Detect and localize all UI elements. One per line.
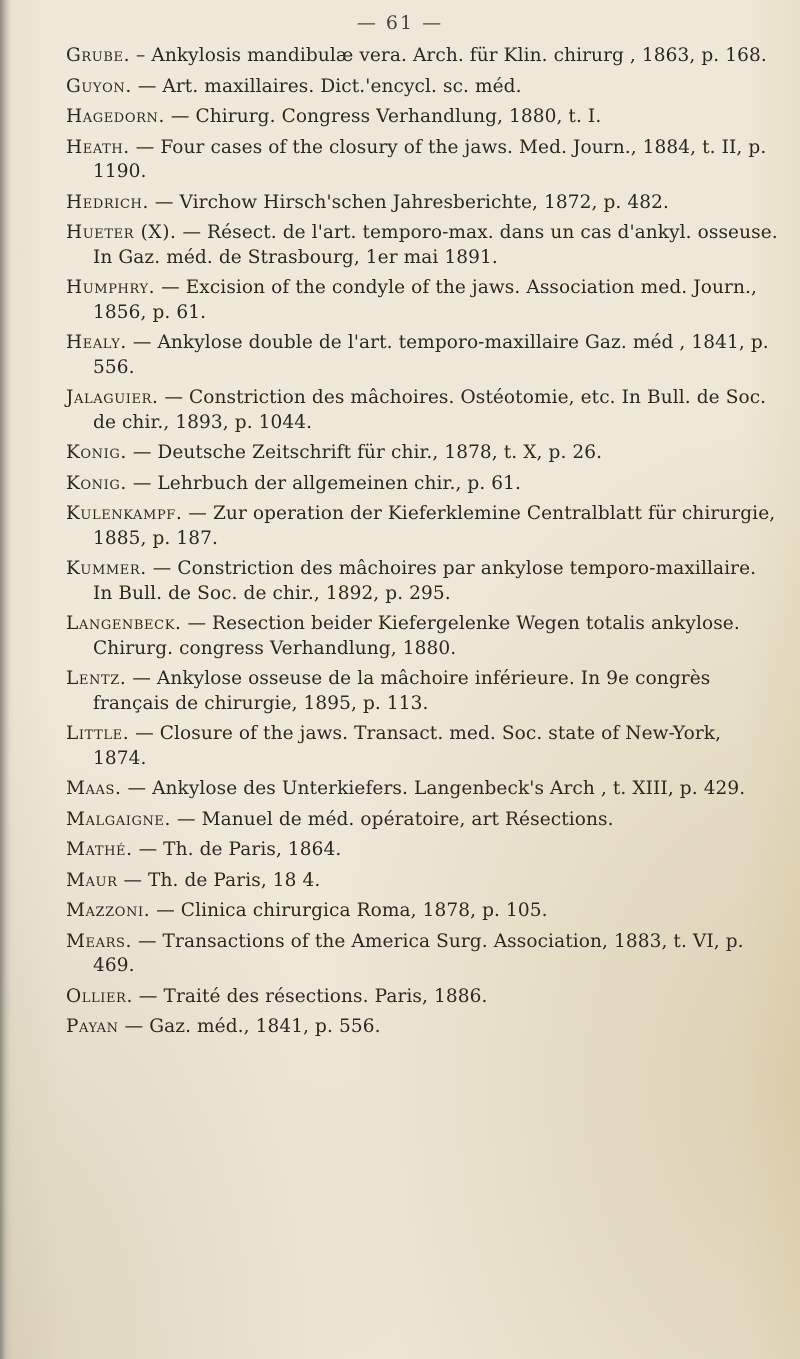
entry-text: — Manuel de méd. opératoire, art Résections. [171,808,614,830]
entry-author: Hedrich. [66,191,149,213]
entry-text: — Gaz. méd., 1841, p. 556. [118,1016,381,1037]
bibliography-list [66,44,778,1046]
bibliography-entry [66,502,778,551]
entry-text: — Chirurg. Congress Verhandlung, 1880, t. I. [164,106,602,127]
entry-text: — Résect. de l'art. temporo-max. dans un cas d'ankyl. osseuse. In Gaz. méd. de Strasbourg, 1er mai 1891. [93,222,778,268]
entry-text: — Th. de Paris, 18 4. [117,869,321,891]
page-number: — 61 — [356,12,444,34]
entry-text: — Zur operation der Kieferklemine Centralblatt für chirurgie, 1885, p. 187. [93,503,776,549]
entry-text: — Clinica chirurgica Roma, 1878, p. 105. [150,900,548,921]
entry-author: Mears. [66,930,132,952]
entry-author: Mazzoni. [66,900,151,921]
entry-text: — Lehrbuch der allgemeinen chir., p. 61. [126,472,522,494]
entry-text: — Ankylose osseuse de la mâchoire inférieure. In 9e congrès français de chirurgie, 1895, p. 113. [93,668,711,714]
entry-author: Konig. [66,442,127,463]
entry-author: Jalaguier. [66,387,159,408]
bibliography-entry [66,1015,778,1040]
bibliography-entry [66,612,778,661]
bibliography-entry [66,557,778,606]
entry-author: Little. [66,723,130,744]
entry-author: Heath. [66,136,130,158]
entry-author: Maas. [66,778,122,799]
entry-text: — Constriction des mâchoires. Ostéotomie, etc. In Bull. de Soc. de chir., 1893, p. 1044. [93,387,767,433]
bibliography-entry [66,777,778,802]
entry-text: — Ankylose double de l'art. temporo-maxillaire Gaz. méd , 1841, p. 556. [93,332,769,378]
entry-text: — Resection beider Kiefergelenke Wegen totalis ankylose. Chirurg. congress Verhandlung, 1880. [93,613,740,659]
entry-text: — Ankylose des Unterkiefers. Langenbeck's Arch , t. XIII, p. 429. [121,778,746,799]
bibliography-entry [66,667,778,716]
entry-text: — Deutsche Zeitschrift für chir., 1878, t. X, p. 26. [126,442,603,463]
entry-author: Lentz. [66,668,127,689]
entry-text: — Transactions of the America Surg. Association, 1883, t. VI, p. 469. [93,930,744,976]
entry-author: Konig. [66,472,127,494]
entry-author: Mathé. [66,839,133,860]
bibliography-entry [66,472,778,497]
entry-text: — Constriction des mâchoires par ankylose temporo-maxillaire. In Bull. de Soc. de chir., 1892, p. 295. [93,558,757,604]
entry-author: Guyon. [66,75,132,97]
entry-text: — Excision of the condyle of the jaws. Association med. Journ., 1856, p. 61. [93,277,757,323]
bibliography-entry [66,276,778,325]
bibliography-entry [66,899,778,924]
entry-text: — Four cases of the closury of the jaws. Med. Journ., 1884, t. II, p. 1190. [93,136,767,182]
bibliography-entry [66,44,778,69]
bibliography-entry [66,869,778,894]
bibliography-entry [66,75,778,100]
entry-text: – Ankylosis mandibulæ vera. Arch. für Klin. chirurg , 1863, p. 168. [130,45,767,66]
entry-text: — Virchow Hirsch'schen Jahresberichte, 1872, p. 482. [148,191,669,213]
entry-author: Kummer. [66,558,147,579]
entry-text: — Closure of the jaws. Transact. med. Soc. state of New-York, 1874. [93,723,722,769]
entry-author: Payan [66,1016,119,1037]
bibliography-entry [66,386,778,435]
bibliography-entry [66,221,778,270]
entry-author: Humphry. [66,277,156,298]
bibliography-entry [66,331,778,380]
entry-author: Grube. [66,45,131,66]
entry-text: — Traité des résections. Paris, 1886. [132,985,488,1007]
entry-author: Ollier. [66,985,133,1007]
bibliography-entry [66,838,778,863]
entry-author: Healy. [66,332,127,353]
bibliography-entry [66,930,778,979]
entry-author: Hueter (X). [66,222,177,243]
bibliography-entry [66,722,778,771]
entry-author: Maur [66,869,118,891]
entry-text: — Art. maxillaires. Dict.'encycl. sc. méd. [131,75,522,97]
entry-author: Hagedorn. [66,106,165,127]
bibliography-entry [66,191,778,216]
binding-edge [0,0,10,1359]
entry-text: — Th. de Paris, 1864. [132,839,342,860]
bibliography-entry [66,105,778,130]
entry-author: Langenbeck. [66,613,182,634]
entry-author: Malgaigne. [66,808,172,830]
bibliography-entry [66,808,778,833]
bibliography-entry [66,985,778,1010]
entry-author: Kulenkampf. [66,503,183,524]
bibliography-entry [66,136,778,185]
bibliography-entry [66,441,778,466]
